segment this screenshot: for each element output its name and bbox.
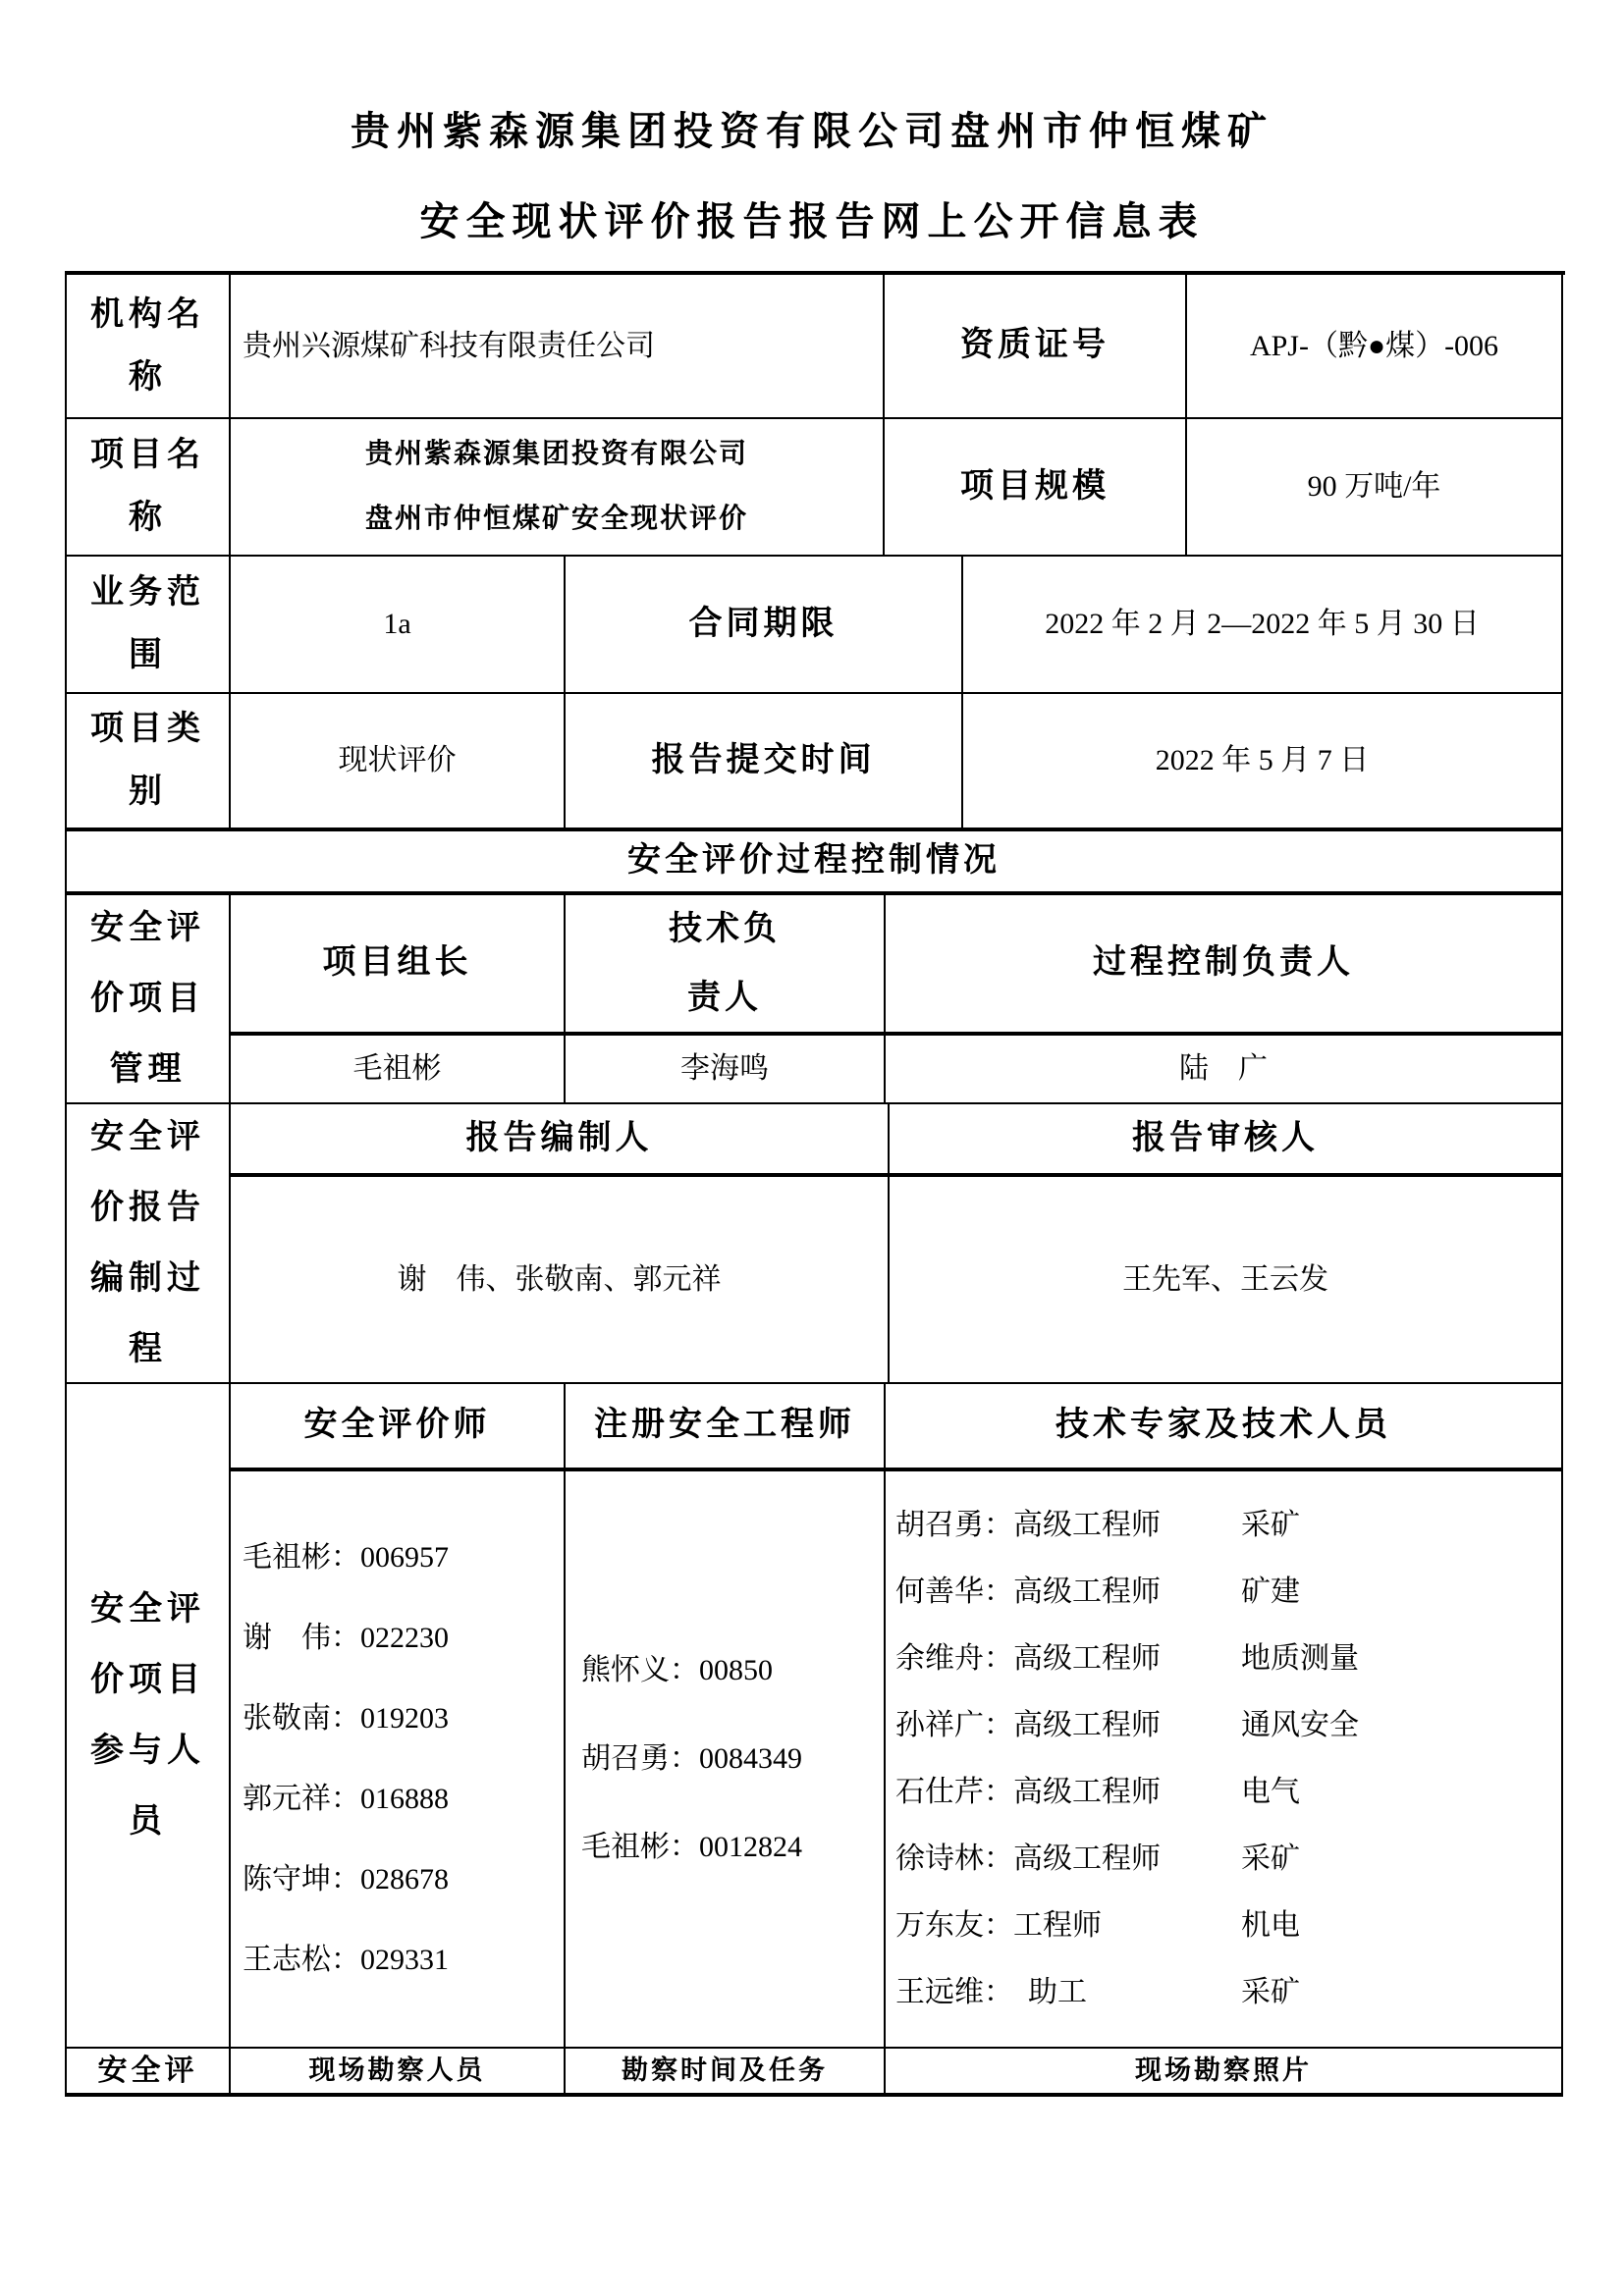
- participants-label-cell: 安全评价项目参与人员: [67, 1384, 231, 2049]
- tech-label-cell: 技术负责人: [566, 895, 886, 1036]
- expert-item: 石仕芹：高级工程师 电气: [895, 1776, 1300, 1808]
- survey-time-label-cell: 勘察时间及任务: [566, 2049, 886, 2097]
- expert-label-cell: 技术专家及技术人员: [886, 1384, 1563, 1471]
- submit-label-cell: 报告提交时间: [566, 694, 963, 831]
- cert-label-cell: 资质证号: [885, 275, 1187, 419]
- assessor-item: 谢 伟：022230: [243, 1622, 449, 1654]
- writer-label-cell: 报告编制人: [231, 1104, 890, 1177]
- reviewer-label-cell: 报告审核人: [890, 1104, 1563, 1177]
- contract-label-cell: 合同期限: [566, 557, 963, 694]
- category-label-cell: 项目类别: [67, 694, 231, 831]
- org-value-cell: 贵州兴源煤矿科技有限责任公司: [231, 275, 885, 419]
- engineer-item: 毛祖彬：0012824: [581, 1831, 802, 1863]
- process-label-cell: 过程控制负责人: [886, 895, 1563, 1036]
- assessor-item: 陈守坤：028678: [243, 1863, 449, 1896]
- engineer-item: 胡召勇：0084349: [581, 1742, 802, 1775]
- info-table: [65, 271, 1565, 2097]
- expert-item: 孙祥广：高级工程师 通风安全: [895, 1709, 1359, 1741]
- project-value-cell: [231, 419, 885, 557]
- expert-list: [886, 1471, 1563, 2049]
- expert-item: 万东友：工程师 机电: [895, 1909, 1300, 1942]
- survey-photo-label-cell: 现场勘察照片: [886, 2049, 1563, 2097]
- expert-item: 余维舟：高级工程师 地质测量: [895, 1642, 1359, 1675]
- document-title-line2: 安全现状评价报告报告网上公开信息表: [419, 199, 1205, 243]
- writers-value-cell: 谢 伟、张敬南、郭元祥: [231, 1177, 890, 1384]
- expert-item: 徐诗林：高级工程师 采矿: [895, 1842, 1300, 1875]
- assessor-list: [231, 1471, 566, 2049]
- survey-label-cell: 安全评: [67, 2049, 231, 2097]
- business-value-cell: 1a: [231, 557, 566, 694]
- survey-people-label-cell: 现场勘察人员: [231, 2049, 566, 2097]
- project-label-cell: 项目名称: [67, 419, 231, 557]
- document-title-line1: 贵州紫森源集团投资有限公司盘州市仲恒煤矿: [351, 109, 1273, 153]
- assessor-item: 王志松：029331: [243, 1944, 449, 1976]
- reviewers-value-cell: 王先军、王云发: [890, 1177, 1563, 1384]
- expert-item: 王远维： 助工 采矿: [895, 1976, 1300, 2008]
- compilation-label-cell: 安全评价报告编制过程: [67, 1104, 231, 1384]
- submit-value-cell: 2022 年 5 月 7 日: [963, 694, 1563, 831]
- assessor-item: 郭元祥：016888: [243, 1783, 449, 1815]
- expert-item: 胡召勇：高级工程师 采矿: [895, 1509, 1300, 1541]
- cert-value-cell: APJ-（黔●煤）-006: [1187, 275, 1563, 419]
- scale-value-cell: 90 万吨/年: [1187, 419, 1563, 557]
- expert-item: 何善华：高级工程师 矿建: [895, 1575, 1300, 1608]
- category-value-cell: 现状评价: [231, 694, 566, 831]
- scale-label-cell: 项目规模: [885, 419, 1187, 557]
- management-label-cell: 安全评价项目管理: [67, 895, 231, 1104]
- leader-value-cell: 毛祖彬: [231, 1036, 566, 1104]
- process-value-cell: 陆 广: [886, 1036, 1563, 1104]
- document-title: [0, 86, 1624, 267]
- engineer-item: 熊怀义：00850: [581, 1654, 773, 1686]
- org-label-cell: 机构名称: [67, 275, 231, 419]
- engineer-label-cell: 注册安全工程师: [566, 1384, 886, 1471]
- assessor-item: 毛祖彬：006957: [243, 1541, 449, 1574]
- process-section-title: 安全评价过程控制情况: [67, 831, 1563, 895]
- business-label-cell: 业务范围: [67, 557, 231, 694]
- tech-value-cell: 李海鸣: [566, 1036, 886, 1104]
- contract-value-cell: 2022 年 2 月 2—2022 年 5 月 30 日: [963, 557, 1563, 694]
- project-value-line2: 盘州市仲恒煤矿安全现状评价: [364, 504, 748, 534]
- project-value-line1: 贵州紫森源集团投资有限公司: [364, 439, 748, 469]
- leader-label-cell: 项目组长: [231, 895, 566, 1036]
- assessor-item: 张敬南：019203: [243, 1702, 449, 1735]
- engineer-list: [566, 1471, 886, 2049]
- assessor-label-cell: 安全评价师: [231, 1384, 566, 1471]
